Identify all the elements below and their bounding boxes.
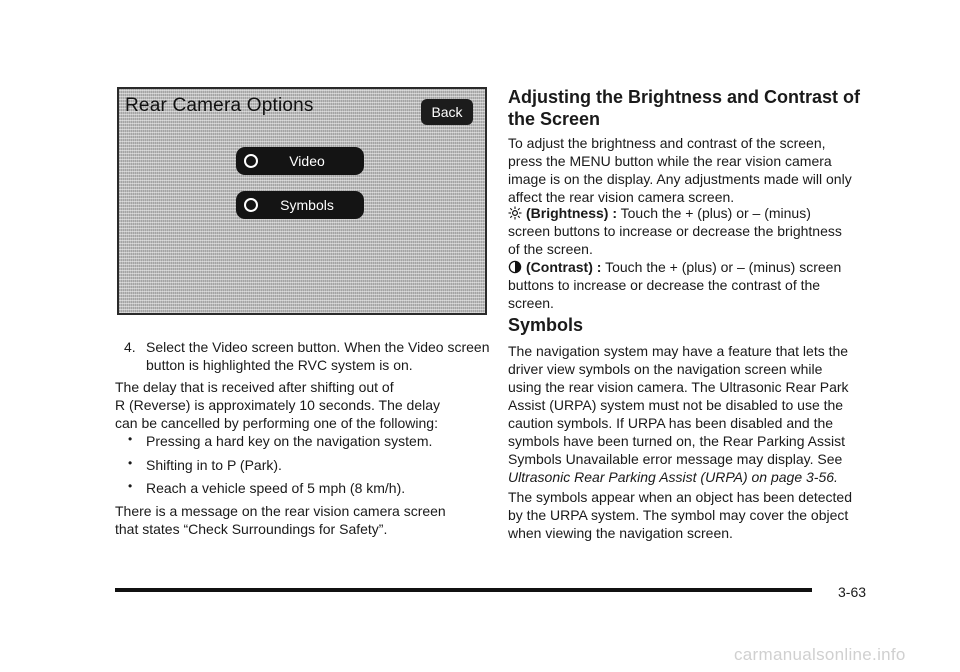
- step-text: Select the Video screen button. When the Video screen button is highlighted the RVC system is on.: [146, 339, 490, 373]
- text-line: screen buttons to increase or decrease the brightness: [508, 223, 842, 239]
- text-line: The navigation system may have a feature that lets the: [508, 343, 849, 359]
- brightness-paragraph: [508, 204, 878, 258]
- bullet-text: Shifting in to P (Park).: [146, 457, 282, 473]
- text-line: press the MENU button while the rear vision camera: [508, 153, 832, 169]
- text-line: image is on the display. Any adjustments made will only: [508, 171, 852, 187]
- text-line: driver view symbols on the navigation screen while: [508, 361, 823, 377]
- heading-line: the Screen: [508, 109, 601, 129]
- message-paragraph: [115, 502, 446, 538]
- text-line: Symbols Unavailable error message may display. See: [508, 451, 843, 467]
- footer-rule: [115, 588, 812, 592]
- watermark: carmanualsonline.info: [734, 645, 906, 664]
- detection-paragraph: [508, 488, 878, 542]
- text-line: buttons to increase or decrease the contrast of the: [508, 277, 821, 293]
- text-line: screen.: [508, 295, 554, 311]
- text-line: that states “Check Surroundings for Safety”.: [115, 521, 388, 537]
- rear-camera-options-screen: [117, 87, 487, 315]
- text-line: can be cancelled by performing one of the following:: [115, 415, 438, 431]
- cross-reference-link[interactable]: Ultrasonic Rear Parking Assist (URPA) on page 3-56.: [508, 469, 838, 485]
- bullet-icon: •: [128, 479, 133, 493]
- text-line: using the rear vision camera. The Ultrasonic Rear Park: [508, 379, 849, 395]
- text-fragment: Touch the + (plus) or – (minus): [620, 205, 811, 221]
- text-line: symbols have been turned on, the Rear Parking Assist: [508, 433, 845, 449]
- symbols-paragraph: [508, 342, 878, 486]
- text-line: R (Reverse) is approximately 10 seconds. The delay: [115, 397, 441, 413]
- contrast-term: (Contrast) :: [526, 259, 602, 275]
- text-line: caution symbols. If URPA has been disabled and the: [508, 415, 834, 431]
- bullet-text: Pressing a hard key on the navigation system.: [146, 433, 433, 449]
- screen-title: Rear Camera Options: [125, 95, 314, 116]
- video-option-button[interactable]: [236, 147, 364, 175]
- bullet-icon: •: [128, 432, 133, 446]
- text-line: There is a message on the rear vision camera screen: [115, 503, 446, 519]
- text-line: when viewing the navigation screen.: [508, 525, 733, 541]
- brightness-term: (Brightness) :: [526, 205, 617, 221]
- intro-paragraph: [508, 134, 878, 206]
- symbols-heading: Symbols: [508, 315, 584, 335]
- text-line: Assist (URPA) system must not be disabled to use the: [508, 397, 844, 413]
- bullet-text: Reach a vehicle speed of 5 mph (8 km/h).: [146, 480, 406, 496]
- contrast-half-circle-icon: [508, 260, 522, 274]
- contrast-paragraph: [508, 258, 878, 312]
- text-line: [508, 258, 878, 276]
- brightness-contrast-heading: [508, 86, 860, 130]
- video-option-label: Video: [289, 153, 325, 169]
- symbols-option-label: Symbols: [280, 197, 334, 213]
- heading-line: Adjusting the Brightness and Contrast of: [508, 87, 861, 107]
- bullet-icon: •: [128, 456, 133, 470]
- text-line: The symbols appear when an object has been detected: [508, 489, 853, 505]
- text-line: by the URPA system. The symbol may cover the object: [508, 507, 849, 523]
- step-number: 4.: [124, 339, 136, 355]
- text-fragment: Touch the + (plus) or – (minus) screen: [605, 259, 842, 275]
- delay-paragraph: [115, 378, 440, 432]
- step-4: [124, 338, 494, 374]
- brightness-sun-icon: [508, 206, 522, 220]
- back-button[interactable]: Back: [421, 99, 473, 125]
- symbols-option-button[interactable]: [236, 191, 364, 219]
- page-number: 3-63: [838, 584, 867, 600]
- text-line: The delay that is received after shifting out of: [115, 379, 394, 395]
- text-line: [508, 204, 878, 222]
- text-line: To adjust the brightness and contrast of the screen,: [508, 135, 826, 151]
- text-line: of the screen.: [508, 241, 593, 257]
- text-line: affect the rear vision camera screen.: [508, 189, 735, 205]
